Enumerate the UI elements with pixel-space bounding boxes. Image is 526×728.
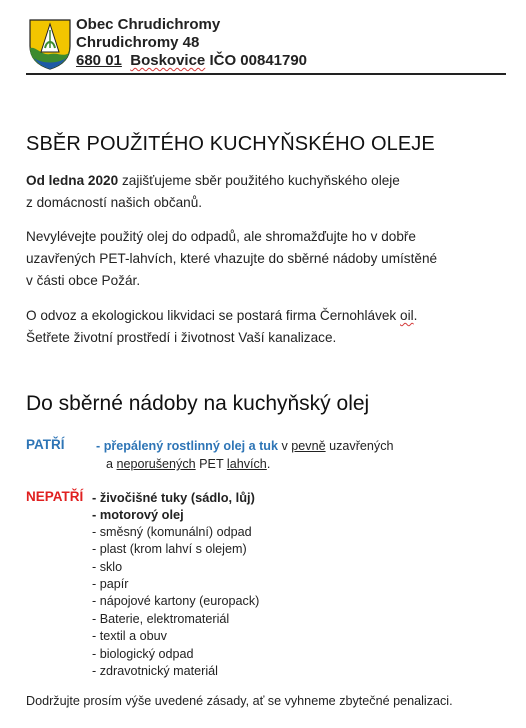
belongs-mid: v <box>277 439 292 453</box>
belongs-after: uzavřených <box>325 439 394 453</box>
footer-note: Dodržujte prosím výše uvedené zásady, ať se vyhneme zbytečné penalizaci. <box>26 694 453 708</box>
company-suffix: oil <box>400 308 414 323</box>
section-title: Do sběrné nádoby na kuchyňský olej <box>26 392 370 415</box>
organization-postal-line <box>76 52 307 70</box>
belongs-lahvich: lahvích <box>226 457 267 471</box>
list-item: - sklo <box>92 559 123 574</box>
belongs-line-2-end: . <box>266 457 271 471</box>
disposal-paragraph <box>26 305 417 349</box>
belongs-line-2 <box>106 455 270 473</box>
header-divider <box>26 73 506 75</box>
list-item: - nápojové kartony (europack) <box>92 594 260 609</box>
belongs-line-1 <box>96 437 394 455</box>
postcode: 680 01 <box>76 52 122 69</box>
list-item: - živočišné tuky (sádlo, lůj) <box>92 490 255 505</box>
list-item: - motorový olej <box>92 507 184 523</box>
list-item: - zdravotnický materiál <box>92 664 218 679</box>
belongs-neporusenych: neporušených <box>116 457 196 471</box>
letterhead <box>26 14 506 72</box>
instructions-line-2: uzavřených PET-lahvích, které vhazujte do sběrné nádoby umístěné <box>26 251 438 266</box>
list-item: - plast (krom lahví s olejem) <box>92 542 247 557</box>
belongs-label: PATŘÍ <box>26 437 65 452</box>
belongs-highlight: přepálený rostlinný olej a tuk <box>103 439 278 453</box>
organization-name: Obec Chrudichromy <box>76 16 221 33</box>
instructions-line-3: v části obce Požár. <box>26 273 141 288</box>
intro-paragraph <box>26 170 400 214</box>
list-item: - papír <box>92 577 129 592</box>
list-item: - Baterie, elektromateriál <box>92 611 230 626</box>
intro-line-1-rest: zajišťujeme sběr použitého kuchyňského oleje <box>118 173 400 188</box>
disposal-line-1-text: O odvoz a ekologickou likvidaci se postará firma Černohlávek <box>26 308 401 323</box>
not-belongs-label: NEPATŘÍ <box>26 489 84 504</box>
page-title: SBĚR POUŽITÉHO KUCHYŇSKÉHO OLEJE <box>26 133 435 155</box>
ico-number: IČO 00841790 <box>209 52 308 69</box>
list-item: - biologický odpad <box>92 646 194 661</box>
intro-line-1 <box>26 170 400 192</box>
belongs-pevne: pevně <box>291 439 326 453</box>
organization-address: Chrudichromy 48 <box>76 34 200 51</box>
list-item: - směsný (komunální) odpad <box>92 524 252 539</box>
belongs-line-2-a: a <box>106 457 117 471</box>
organization-block <box>76 16 307 70</box>
intro-bold-lead: Od ledna 2020 <box>26 173 119 188</box>
intro-line-2: z domácností našich občanů. <box>26 195 203 210</box>
not-belongs-list <box>92 489 259 680</box>
disposal-line-1-dot: . <box>413 308 418 323</box>
list-item: - textil a obuv <box>92 629 167 644</box>
belongs-line-2-b: PET <box>195 457 227 471</box>
disposal-line-2: Šetřete životní prostředí i životnost Vaší kanalizace. <box>26 330 337 345</box>
instructions-line-1: Nevylévejte použitý olej do odpadů, ale shromažďujte ho v dobře <box>26 229 416 244</box>
instructions-paragraph <box>26 226 437 292</box>
coat-of-arms-icon <box>28 18 72 70</box>
town: Boskovice <box>130 52 206 69</box>
belongs-dash: - <box>96 439 104 453</box>
disposal-line-1 <box>26 305 417 327</box>
